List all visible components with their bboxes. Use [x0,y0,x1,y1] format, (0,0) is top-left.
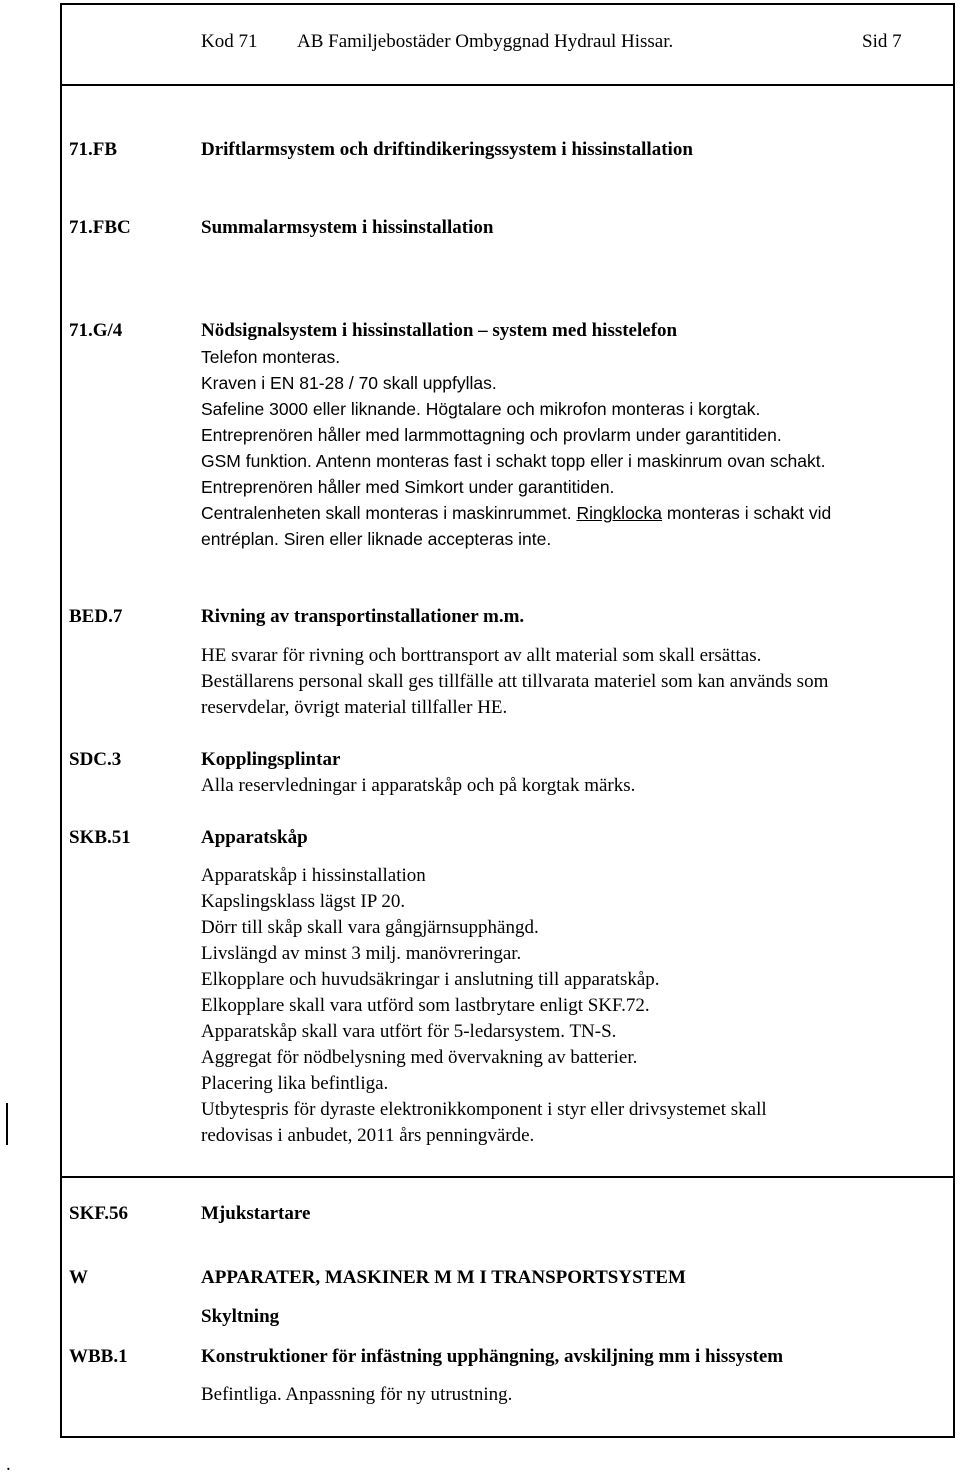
body-line: redovisas i anbudet, 2011 års penningvärde. [201,1125,535,1146]
section-code-bed7: BED.7 [69,606,123,627]
body-line: Apparatskåp i hissinstallation [201,865,426,886]
body-line: Livslängd av minst 3 milj. manövreringar. [201,943,522,964]
revision-bar [6,1103,8,1145]
section-heading-skb51: Apparatskåp [201,827,308,848]
section-code-71fb: 71.FB [69,139,118,160]
body-line: Safeline 3000 eller liknande. Högtalare och mikrofon monteras i korgtak. [201,399,761,419]
section-code-sdc3: SDC.3 [69,749,122,770]
section-heading-sdc3: Kopplingsplintar [201,749,341,770]
body-line: Kraven i EN 81-28 / 70 skall uppfyllas. [201,373,497,393]
body-line: Befintliga. Anpassning för ny utrustning. [201,1384,513,1405]
body-line: Alla reservledningar i apparatskåp och på korgtak märks. [201,775,636,796]
section-heading-w: APPARATER, MASKINER M M I TRANSPORTSYSTEM [201,1267,686,1288]
body-line: Beställarens personal skall ges tillfälle att tillvarata materiel som kan används som [201,671,829,692]
section-code-71fbc: 71.FBC [69,217,131,238]
body-text: monteras i schakt vid [662,503,832,523]
header-code: Kod 71 [201,31,258,52]
section-heading-wbb1: Konstruktioner för infästning upphängning, avskiljning mm i hissystem [201,1346,784,1367]
body-text: Centralenheten skall monteras i maskinrummet. [201,503,577,523]
body-line: Apparatskåp skall vara utfört för 5-ledarsystem. TN-S. [201,1021,617,1042]
header-title: AB Familjebostäder Ombyggnad Hydraul Hissar. [297,31,674,52]
section-body-71g4 [201,344,831,552]
section-heading-bed7: Rivning av transportinstallationer m.m. [201,606,525,627]
section-divider [60,1176,955,1178]
header-page-number: Sid 7 [862,31,902,52]
body-line: Entreprenören håller med Simkort under garantitiden. [201,477,615,497]
section-heading-71fb: Driftlarmsystem och driftindikeringssystem i hissinstallation [201,139,693,160]
section-body-bed7 [201,643,828,721]
footer-mark: . [6,1454,11,1475]
section-code-w: W [69,1267,88,1288]
section-heading-71fbc: Summalarmsystem i hissinstallation [201,217,494,238]
section-code-71g4: 71.G/4 [69,320,123,341]
ringklocka-link: Ringklocka [576,503,663,523]
section-subheading-skyltning: Skyltning [201,1306,280,1327]
body-line: Dörr till skåp skall vara gångjärnsupphängd. [201,917,539,938]
body-line: Entreprenören håller med larmmottagning och provlarm under garantitiden. [201,425,782,445]
body-line: Kapslingsklass lägst IP 20. [201,891,406,912]
body-line: GSM funktion. Antenn monteras fast i schakt topp eller i maskinrum ovan schakt. [201,451,826,471]
body-line: reservdelar, övrigt material tillfaller HE. [201,697,508,718]
body-line: Elkopplare och huvudsäkringar i anslutning till apparatskåp. [201,969,660,990]
section-body-sdc3 [201,773,635,799]
section-code-skb51: SKB.51 [69,827,131,848]
body-line: entréplan. Siren eller liknade accepteras inte. [201,529,552,549]
body-line: Aggregat för nödbelysning med övervakning av batterier. [201,1047,638,1068]
body-line [201,500,831,526]
section-body-skb51 [201,863,767,1149]
body-line: Utbytespris för dyraste elektronikkomponent i styr eller drivsystemet skall [201,1099,767,1120]
section-heading-skf56: Mjukstartare [201,1203,311,1224]
body-line: Placering lika befintliga. [201,1073,389,1094]
body-line: HE svarar för rivning och borttransport av allt material som skall ersättas. [201,645,762,666]
body-line: Elkopplare skall vara utförd som lastbrytare enligt SKF.72. [201,995,650,1016]
section-heading-71g4: Nödsignalsystem i hissinstallation – system med hisstelefon [201,320,678,341]
section-code-wbb1: WBB.1 [69,1346,128,1367]
body-line: Telefon monteras. [201,347,341,367]
section-code-skf56: SKF.56 [69,1203,128,1224]
header-divider [60,84,955,86]
